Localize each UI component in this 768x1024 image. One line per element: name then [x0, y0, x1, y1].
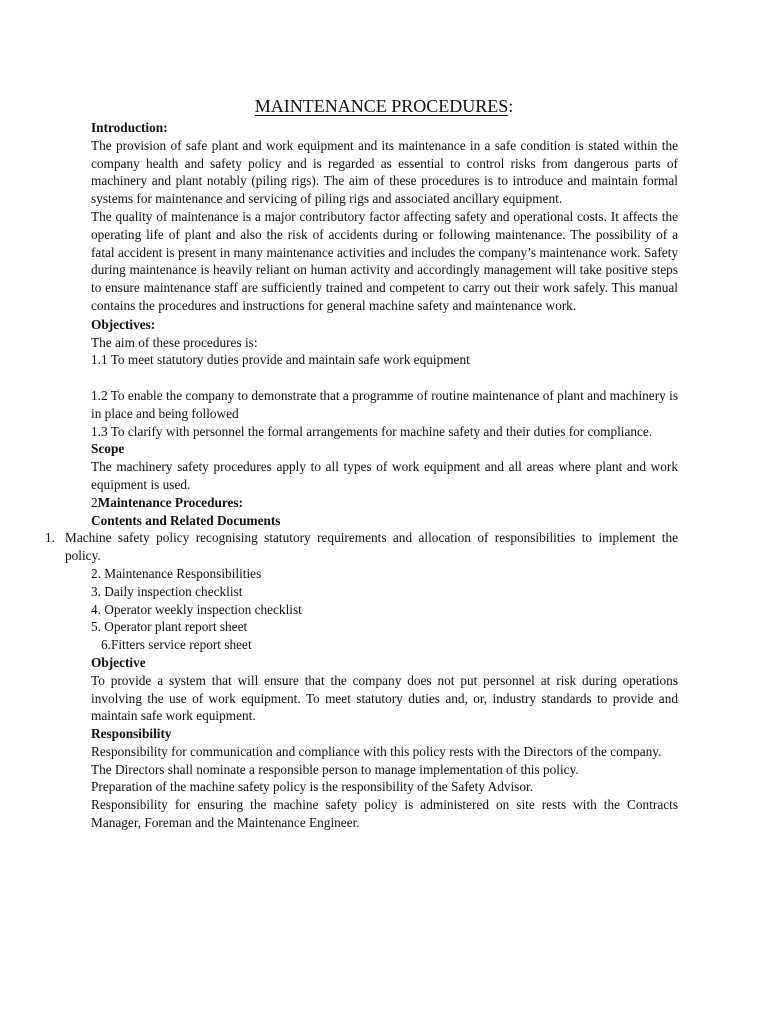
document-body — [45, 119, 678, 832]
scope-heading: Scope — [91, 441, 125, 457]
responsibility-paragraph: Preparation of the machine safety policy is the responsibility of the Safety Advisor. — [91, 779, 534, 795]
objective-item: 1.3 To clarify with personnel the formal arrangements for machine safety and their duties for compliance. — [91, 423, 653, 439]
contents-heading: Contents and Related Documents — [91, 512, 281, 528]
list-number: 1. — [45, 530, 55, 546]
responsibility-paragraph: Responsibility for ensuring the machine safety policy is administered on site rests with the Contracts Manager, Foreman and the Maintenance Engineer. — [91, 797, 678, 831]
objective-text: To provide a system that will ensure that the company does not put personnel at risk during operations involving the use of work equipment. To meet statutory duties and, or, industry standards to provide and maintain safe work equipment. — [91, 672, 678, 724]
document-title — [0, 94, 768, 118]
contents-list-item: 3. Daily inspection checklist — [91, 583, 243, 599]
contents-list-item — [45, 529, 678, 565]
objective-item: 1.2 To enable the company to demonstrate that a programme of routine maintenance of plant and machinery is in place and being followed — [91, 387, 678, 421]
objectives-heading: Objectives: — [91, 316, 156, 332]
blank-line — [91, 369, 678, 387]
list-item-text: Machine safety policy recognising statutory requirements and allocation of responsibilities to implement the policy. — [65, 530, 678, 564]
introduction-paragraph: The quality of maintenance is a major contributory factor affecting safety and operational costs. It affects the operating life of plant and also the risk of accidents during or following maintenance. The possibility of a fatal accident is present in many maintenance activities and includes the company’s maintenance work. Safety during maintenance is heavily reliant on human activity and accordingly management will take positive steps to ensure maintenance staff are sufficiently trained and competent to carry out their work safely. This manual contains the procedures and instructions for general machine safety and maintenance work. — [91, 208, 678, 313]
title-colon: : — [508, 96, 514, 116]
contents-list-item: 2. Maintenance Responsibilities — [91, 565, 262, 581]
responsibility-heading: Responsibility — [91, 726, 172, 742]
objective-item: 1.1 To meet statutory duties provide and maintain safe work equipment — [91, 352, 470, 368]
section-heading-text: Maintenance Procedures: — [97, 494, 244, 510]
objectives-lead: The aim of these procedures is: — [91, 334, 258, 350]
title-text: MAINTENANCE PROCEDURES — [254, 96, 509, 116]
introduction-heading: Introduction: — [91, 120, 168, 135]
maintenance-procedures-heading — [91, 494, 678, 512]
section-number: 2 — [91, 494, 98, 510]
responsibility-paragraph: Responsibility for communication and compliance with this policy rests with the Directors of the company. — [91, 743, 662, 759]
contents-list-item: 6.Fitters service report sheet — [101, 637, 252, 653]
introduction-paragraph: The provision of safe plant and work equipment and its maintenance in a safe condition is stated within the company health and safety policy and is regarded as essential to control risks from dangerous parts of machinery and plant notably (piling rigs). The aim of these procedures is to introduce and maintain formal systems for maintenance and servicing of piling rigs and associated ancillary equipment. — [91, 137, 678, 207]
contents-list-item: 5. Operator plant report sheet — [91, 619, 248, 635]
responsibility-paragraph: The Directors shall nominate a responsible person to manage implementation of this policy. — [91, 761, 579, 777]
contents-list-item: 4. Operator weekly inspection checklist — [91, 601, 302, 617]
objective-heading: Objective — [91, 654, 146, 670]
scope-text: The machinery safety procedures apply to all types of work equipment and all areas where plant and work equipment is used. — [91, 459, 678, 492]
